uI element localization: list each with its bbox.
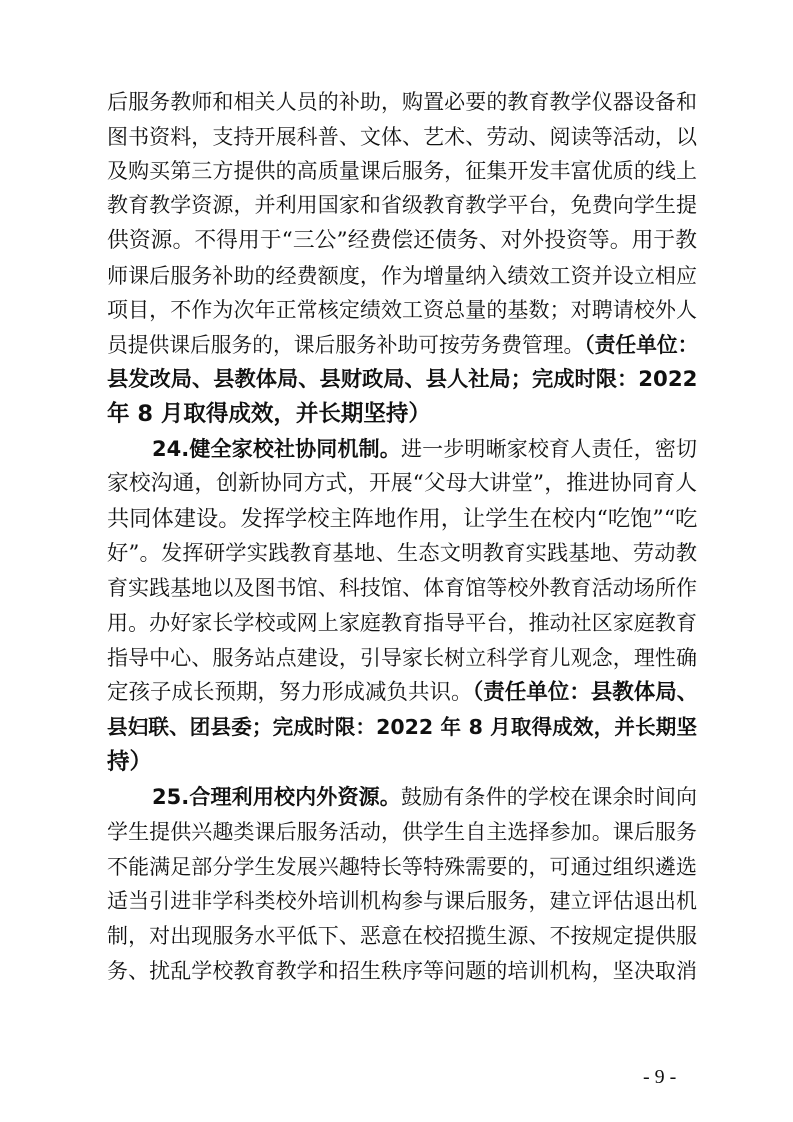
page-number: - 9 -: [643, 1066, 677, 1088]
text-run: 用。办好家长学校或网上家庭教育指导平台，推动社区家庭教育: [107, 611, 697, 635]
text-run: 育实践基地以及图书馆、科技馆、体育馆等校外教育活动场所作: [107, 576, 697, 600]
text-run: 好”。发挥研学实践教育基地、生态文明教育实践基地、劳动教: [107, 541, 697, 566]
text-run: 员提供课后服务的，课后服务补助可按劳务费管理。: [107, 333, 585, 357]
text-line: [107, 294, 697, 326]
text-run: 共同体建设。发挥学校主阵地作用，让学生在校内“吃饱”“吃: [107, 506, 698, 532]
text-line: [107, 329, 697, 361]
text-line: [107, 746, 697, 778]
text-line: [107, 816, 697, 848]
text-line: [107, 955, 697, 987]
text-line: [107, 225, 697, 257]
text-line: [107, 851, 697, 883]
text-line: [107, 711, 697, 743]
text-run: 鼓励有条件的学校在课余时间向: [400, 785, 698, 809]
text-line: [107, 920, 697, 952]
text-line: [107, 364, 697, 396]
responsibility-note: 持）: [107, 749, 153, 775]
text-line: [152, 781, 697, 813]
responsibility-note: 县发改局、县教体局、县财政局、县人社局；完成时限：2022: [107, 367, 698, 392]
text-line: [107, 189, 697, 221]
text-run: 指导中心、服务站点建设，引导家长树立科学育儿观念，理性确: [107, 646, 697, 670]
text-line: [107, 642, 697, 674]
text-run: 制，对出现服务水平低下、恶意在校招揽生源、不按规定提供服: [107, 924, 697, 948]
text-run: 教育教学资源，并利用国家和省级教育教学平台，免费向学生提: [107, 193, 697, 217]
text-line: [107, 260, 697, 292]
responsibility-note: 县妇联、团县委；完成时限：2022 年 8 月取得成效，并长期坚: [107, 715, 697, 739]
text-run: 及购买第三方提供的高质量课后服务，征集开发丰富优质的线上: [107, 159, 697, 183]
text-line: [107, 572, 697, 604]
text-run: 学生提供兴趣类课后服务活动，供学生自主选择参加。课后服务: [107, 820, 697, 844]
text-run: 图书资料，支持开展科普、文体、艺术、劳动、阅读等活动，以: [107, 125, 697, 149]
text-run: 务、扰乱学校教育教学和招生秩序等问题的培训机构，坚决取消: [107, 959, 697, 983]
text-line: [107, 677, 697, 709]
text-run: 家校沟通，创新协同方式，开展“父母大讲堂”，推进协同育人: [107, 471, 697, 496]
text-line: [107, 885, 697, 917]
responsibility-note: 年 8 月取得成效，并长期坚持）: [107, 401, 431, 427]
responsibility-note: （责任单位：: [584, 333, 699, 357]
text-line: [107, 538, 697, 570]
text-line: [107, 86, 697, 118]
text-run: 后服务教师和相关人员的补助，购置必要的教育教学仪器设备和: [107, 90, 697, 114]
text-run: 不能满足部分学生发展兴趣特长等特殊需要的，可通过组织遴选: [107, 855, 697, 879]
text-run: 师课后服务补助的经费额度，作为增量纳入绩效工资并设立相应: [107, 264, 697, 288]
text-line: [107, 121, 697, 153]
item-heading: 25.合理利用校内外资源。: [152, 785, 401, 809]
text-run: 适当引进非学科类校外培训机构参与课后服务，建立评估退出机: [107, 889, 697, 913]
item-heading: 24.健全家校社协同机制。: [152, 437, 401, 461]
text-line: [107, 155, 697, 187]
text-run: 定孩子成长预期，努力形成减负共识。: [107, 680, 473, 705]
text-line: [152, 433, 697, 465]
text-run: 供资源。不得用于“三公”经费偿还债务、对外投资等。用于教: [107, 228, 697, 253]
text-line: [107, 468, 697, 500]
text-line: [107, 398, 697, 430]
text-line: [107, 503, 697, 535]
responsibility-note: （责任单位：县教体局、: [472, 680, 699, 705]
text-run: 进一步明晰家校育人责任，密切: [400, 437, 698, 461]
text-line: [107, 607, 697, 639]
text-run: 项目，不作为次年正常核定绩效工资总量的基数；对聘请校外人: [107, 298, 697, 322]
